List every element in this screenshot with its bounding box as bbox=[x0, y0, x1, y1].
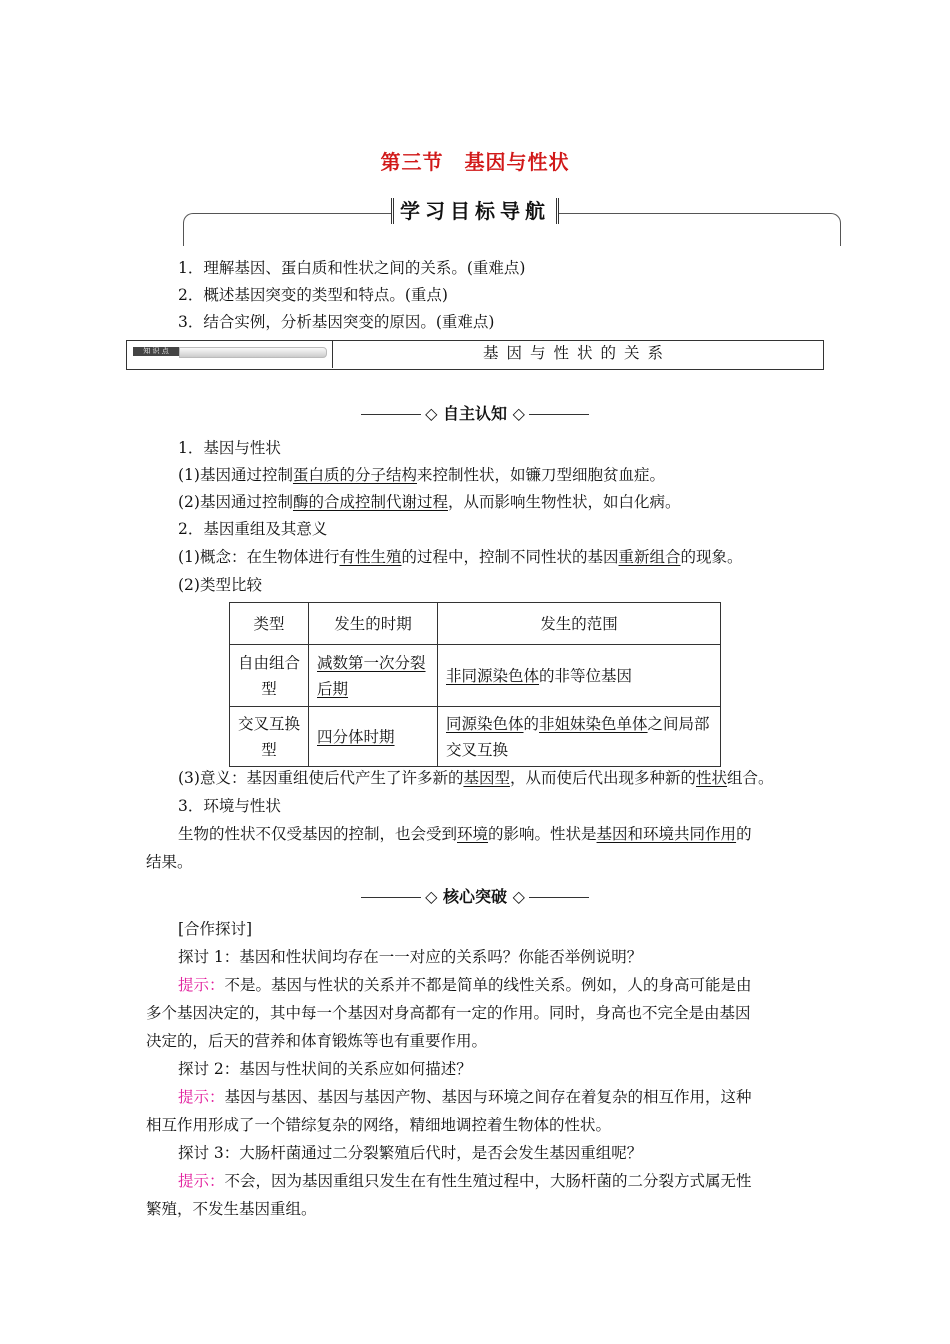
knowledge-point-tag: 知 识 点 bbox=[133, 347, 179, 356]
question-1: 探讨 1：基因和性状间均存在一一对应的关系吗？你能否举例说明？ bbox=[178, 948, 643, 966]
section2-heading: 核心突破 bbox=[442, 887, 507, 906]
answer-2-line-2: 相互作用形成了一个错综复杂的网络，精细地调控着生物体的性状。 bbox=[146, 1116, 612, 1134]
table-cell: 交叉互换型 bbox=[230, 707, 309, 767]
question-3: 探讨 3：大肠杆菌通过二分裂繁殖后代时，是否会发生基因重组呢？ bbox=[178, 1144, 643, 1162]
recombination-table bbox=[229, 602, 721, 767]
table-cell: 减数第一次分裂后期 bbox=[309, 645, 438, 707]
knowledge-point-bar bbox=[179, 347, 327, 358]
answer-1: 提示：不是。基因与性状的关系并不都是简单的线性关系。例如，人的身高可能是由 bbox=[178, 976, 752, 994]
table-cell: 自由组合型 bbox=[230, 645, 309, 707]
table-header-row bbox=[230, 603, 721, 645]
answer-2: 提示：基因与基因、基因与基因产物、基因与环境之间存在着复杂的相互作用，这种 bbox=[178, 1088, 752, 1106]
goal-1: 1．理解基因、蛋白质和性状之间的关系。(重难点) bbox=[178, 259, 526, 277]
table-cell: 同源染色体的非姐妹染色单体之间局部交叉互换 bbox=[438, 707, 721, 767]
question-2: 探讨 2：基因与性状间的关系应如何描述？ bbox=[178, 1060, 472, 1078]
heading-recombination: 2．基因重组及其意义 bbox=[178, 520, 328, 538]
answer-1-line-2: 多个基因决定的，其中每一个基因对身高都有一定的作用。同时，身高也不完全是由基因 bbox=[146, 1004, 751, 1022]
table-cell: 四分体时期 bbox=[309, 707, 438, 767]
heading-environment: 3．环境与性状 bbox=[178, 797, 281, 815]
para-env-1: 生物的性状不仅受基因的控制，也会受到环境的影响。性状是基因和环境共同作用的 bbox=[178, 825, 752, 843]
cooperation-tag: [合作探讨] bbox=[178, 920, 253, 938]
table-cell: 非同源染色体的非等位基因 bbox=[438, 645, 721, 707]
answer-3: 提示：不会，因为基因重组只发生在有性生殖过程中，大肠杆菌的二分裂方式属无性 bbox=[178, 1172, 752, 1190]
table-header: 发生的时期 bbox=[309, 603, 438, 645]
knowledge-point-title: 基因与性状的关系 bbox=[482, 344, 671, 362]
goal-2: 2．概述基因突变的类型和特点。(重点) bbox=[178, 286, 448, 304]
para-meaning: (3)意义：基因重组使后代产生了许多新的基因型，从而使后代出现多种新的性状组合。 bbox=[178, 769, 774, 787]
page-title: 第三节 基因与性状 bbox=[380, 150, 570, 174]
para-2: (2)基因通过控制酶的合成控制代谢过程，从而影响生物性状，如白化病。 bbox=[178, 493, 681, 511]
section-heading-self-study: ◇ 自主认知 ◇ bbox=[0, 401, 950, 424]
hint-label: 提示： bbox=[178, 1172, 225, 1190]
section-heading-core: ◇ 核心突破 ◇ bbox=[0, 884, 950, 907]
table-header: 发生的范围 bbox=[438, 603, 721, 645]
banner-label: 学习目标导航 bbox=[391, 198, 559, 224]
para-1: (1)基因通过控制蛋白质的分子结构来控制性状，如镰刀型细胞贫血症。 bbox=[178, 466, 665, 484]
hint-label: 提示： bbox=[178, 1088, 225, 1106]
goal-3: 3．结合实例，分析基因突变的原因。(重难点) bbox=[178, 313, 495, 331]
answer-3-line-2: 繁殖，不发生基因重组。 bbox=[146, 1200, 317, 1218]
section1-heading: 自主认知 bbox=[442, 404, 507, 423]
answer-1-line-3: 决定的，后天的营养和体育锻炼等也有重要作用。 bbox=[146, 1032, 488, 1050]
table-row bbox=[230, 645, 721, 707]
heading-gene-trait: 1．基因与性状 bbox=[178, 439, 281, 457]
learning-goals-banner bbox=[0, 198, 950, 224]
para-type-compare: (2)类型比较 bbox=[178, 576, 262, 594]
hint-label: 提示： bbox=[178, 976, 225, 994]
table-row bbox=[230, 707, 721, 767]
para-concept: (1)概念：在生物体进行有性生殖的过程中，控制不同性状的基因重新组合的现象。 bbox=[178, 548, 743, 566]
para-env-2: 结果。 bbox=[146, 853, 193, 871]
table-header: 类型 bbox=[230, 603, 309, 645]
